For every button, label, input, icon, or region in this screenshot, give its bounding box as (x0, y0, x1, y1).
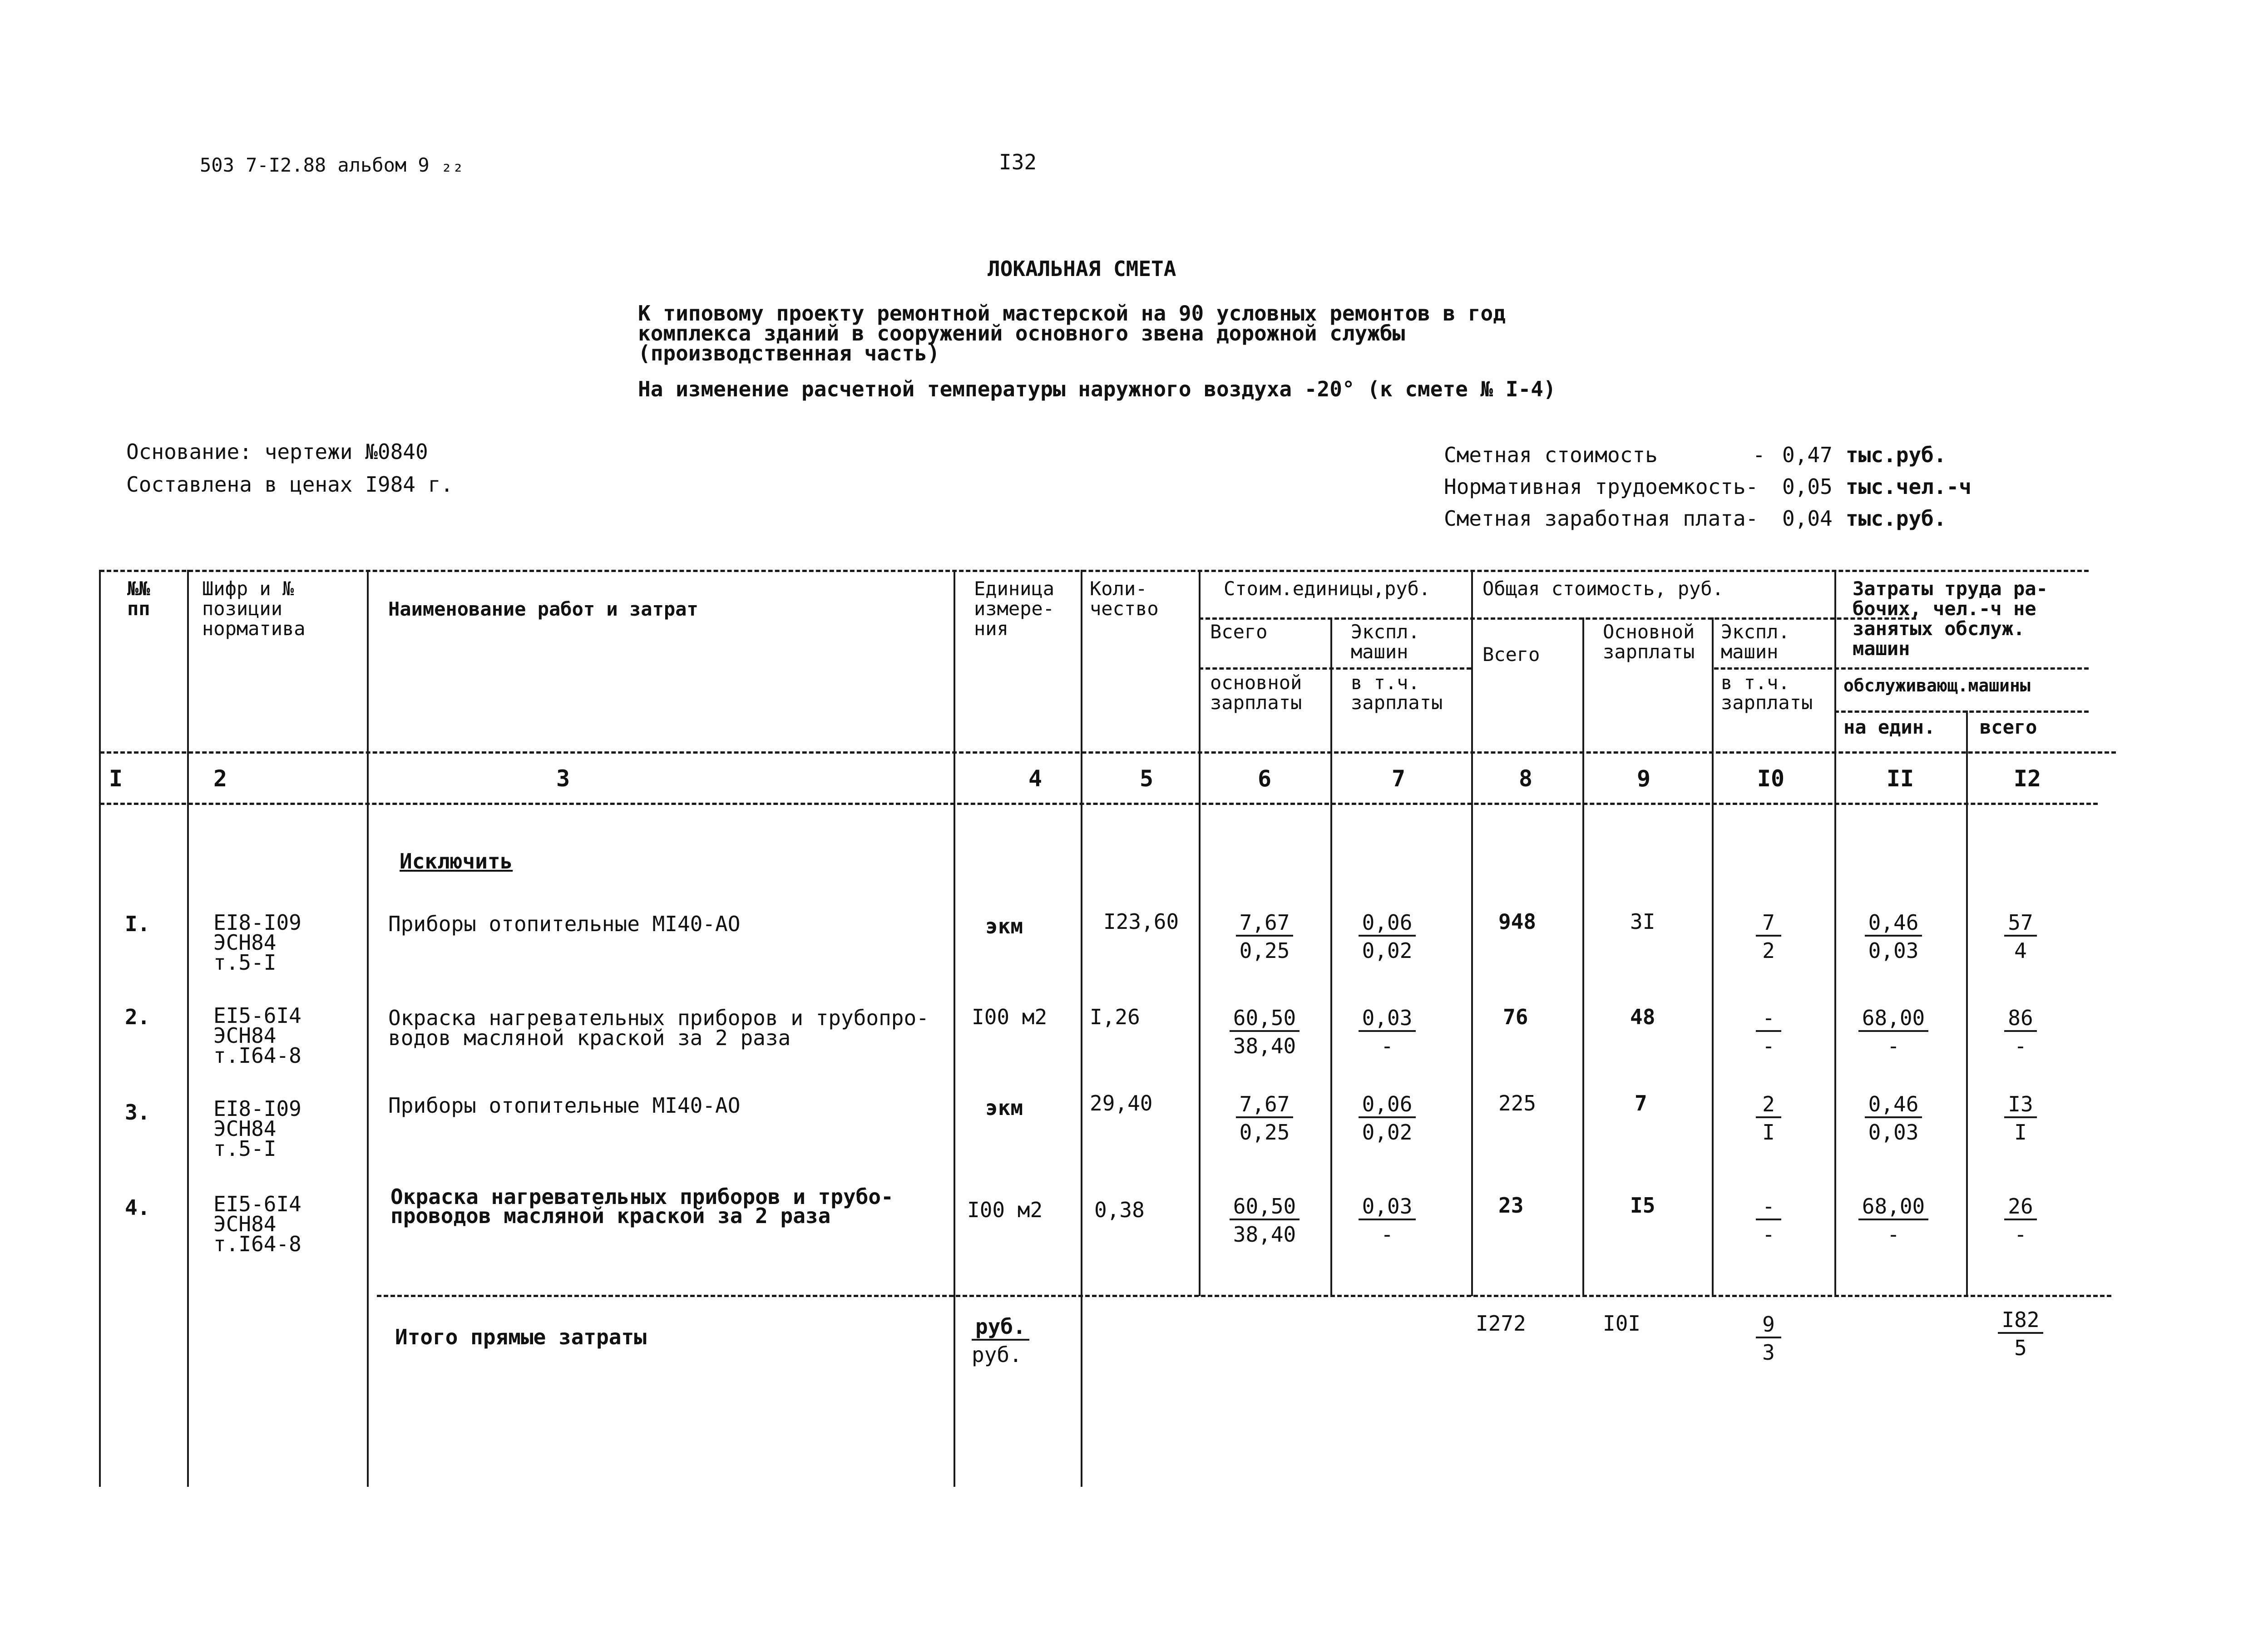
column-rule (99, 570, 101, 1487)
summary-unit: тыс.чел.-ч (1846, 474, 1972, 499)
column-rule (1471, 570, 1473, 1296)
row-quantity: I,26 (1090, 1005, 1140, 1029)
machine-cost: 0,03 (1359, 1006, 1416, 1032)
column-rule (367, 570, 369, 1487)
basis-prices: Составлена в ценах I984 г. (126, 472, 454, 497)
machine-wages: - (1381, 1034, 1393, 1058)
unit-cost-wages: 0,25 (1239, 1120, 1290, 1145)
row-total-machines (1725, 910, 1812, 963)
change-description: На изменение расчетной температуры наружного воздуха -20° (к смете № I-4) (638, 377, 1556, 401)
row-total: 225 (1498, 1091, 1537, 1115)
labor-per-unit-machines: - (1887, 1222, 1900, 1247)
labor-per-unit: 0,46 (1865, 910, 1922, 937)
row-code: EI8-I09 ЭСН84 т.5-I (213, 1096, 301, 1161)
total-labor-machines-value: 5 (2014, 1336, 2027, 1360)
header-row-no: №№ пп (127, 577, 150, 620)
row-name: Приборы отопительные МI40-АО (388, 1093, 741, 1118)
row-labor-total (1980, 910, 2061, 963)
row-machine-cost (1344, 1092, 1430, 1145)
basis-drawings: Основание: чертежи №0840 (126, 439, 428, 464)
column-number: 5 (1139, 765, 1154, 792)
row-total-machines (1725, 1006, 1812, 1058)
row-total: 948 (1498, 909, 1537, 934)
row-labor-per-unit (1848, 1092, 1939, 1145)
unit-cost-total: 7,67 (1236, 910, 1294, 937)
unit-cost-wages: 38,40 (1233, 1222, 1296, 1247)
row-number: 4. (125, 1195, 150, 1220)
header-unit: Единица измере- ния (974, 577, 1055, 640)
header-total-machine-wages: в т.ч. зарплаты (1721, 671, 1813, 714)
total-machines: - (1756, 1194, 1781, 1220)
total-machine-wages: - (1762, 1034, 1775, 1058)
column-number: 4 (1028, 765, 1043, 792)
total-machine-wages: - (1762, 1222, 1775, 1247)
column-rule (1582, 617, 1584, 1296)
subheader-rule (1714, 667, 1832, 670)
column-rule (1330, 617, 1332, 1296)
row-quantity: I23,60 (1103, 909, 1179, 934)
column-number: II (1886, 765, 1914, 792)
header-name: Наименование работ и затрат (388, 598, 698, 620)
row-code: EI8-I09 ЭСН84 т.5-I (213, 910, 301, 975)
column-number: 6 (1257, 765, 1272, 792)
document-code: 503 7-I2.88 альбом 9 ₂₂ (200, 154, 464, 176)
labor-total-machines: - (2014, 1222, 2027, 1247)
labor-total: I3 (2004, 1092, 2036, 1118)
page-number: I32 (999, 150, 1037, 174)
labor-total-machines: I (2014, 1120, 2027, 1145)
row-total-wages: I5 (1630, 1193, 1655, 1218)
row-total: 23 (1498, 1193, 1524, 1218)
row-code: EI5-6I4 ЭСН84 т.I64-8 (213, 1192, 301, 1256)
header-quantity: Коли- чество (1090, 577, 1159, 620)
labor-total-machines: 4 (2014, 938, 2027, 963)
document-title: ЛОКАЛЬНАЯ СМЕТА (988, 257, 1176, 281)
summary-unit: тыс.руб. (1846, 506, 1947, 531)
header-labor-total: всего (1980, 716, 2037, 738)
total-machine-wages: 2 (1762, 938, 1775, 963)
labor-per-unit: 68,00 (1858, 1006, 1928, 1032)
machine-cost: 0,06 (1359, 910, 1416, 937)
summary-label: Нормативная трудоемкость- (1444, 474, 1759, 499)
total-separator-rule (377, 1295, 2111, 1297)
row-labor-per-unit (1848, 1006, 1939, 1058)
machine-wages: 0,02 (1362, 1120, 1413, 1145)
row-labor-total (1980, 1006, 2061, 1058)
subheader-rule (1199, 617, 1916, 620)
column-rule (954, 570, 955, 1487)
labor-per-unit-machines: 0,03 (1868, 1120, 1919, 1145)
labor-per-unit-machines: - (1887, 1034, 1900, 1058)
subheader-rule (1834, 710, 2089, 713)
row-unit: I00 м2 (972, 1005, 1048, 1029)
summary-label: Сметная стоимость (1444, 443, 1658, 467)
machine-wages: - (1381, 1222, 1393, 1247)
total-label: Итого прямые затраты (395, 1325, 647, 1349)
header-total-wages: Основной зарплаты (1603, 621, 1695, 663)
row-unit: I00 м2 (967, 1198, 1043, 1222)
column-number: 3 (556, 765, 570, 792)
total-wages: I0I (1603, 1311, 1641, 1336)
column-number: 8 (1518, 765, 1533, 792)
subheader-rule (1199, 667, 1471, 670)
labor-per-unit-machines: 0,03 (1868, 938, 1919, 963)
row-name: Приборы отопительные МI40-АО (388, 912, 741, 936)
unit-cost-total: 7,67 (1236, 1092, 1294, 1118)
machine-cost: 0,03 (1359, 1194, 1416, 1220)
column-number-rule (100, 803, 2098, 805)
total-unit-bottom: руб. (972, 1342, 1022, 1367)
column-number: I (109, 765, 123, 792)
header-total-machines: Экспл. машин (1721, 621, 1790, 663)
row-unit-cost (1217, 1194, 1312, 1247)
header-labor-sub: обслуживающ.машины (1843, 676, 2031, 696)
row-number: 2. (125, 1005, 150, 1029)
total-machine-wages-value: 3 (1762, 1340, 1775, 1365)
row-number: 3. (125, 1100, 150, 1125)
labor-total: 57 (2004, 910, 2036, 937)
header-unit-machines: Экспл. машин (1351, 621, 1420, 663)
header-unit-wages: основной зарплаты (1210, 671, 1302, 714)
row-quantity: 29,40 (1090, 1091, 1153, 1115)
header-total: Всего (1482, 643, 1540, 666)
row-labor-total (1980, 1092, 2061, 1145)
total-machines-value: 9 (1756, 1312, 1781, 1338)
column-rule (1966, 710, 1968, 1296)
section-label: Исключить (400, 849, 513, 873)
row-number: I. (125, 912, 150, 936)
row-total: 76 (1503, 1005, 1528, 1029)
row-name: Окраска нагревательных приборов и трубо- проводов масляной краской за 2 раза (390, 1184, 894, 1228)
row-unit-cost (1217, 910, 1312, 963)
column-number: 7 (1391, 765, 1406, 792)
summary-dash: - (1753, 443, 1765, 467)
machine-wages: 0,02 (1362, 938, 1413, 963)
total-machines (1725, 1312, 1812, 1365)
column-rule (1712, 617, 1714, 1296)
labor-total: 86 (2004, 1006, 2036, 1032)
row-unit-cost (1217, 1006, 1312, 1058)
column-rule (187, 570, 189, 1487)
row-total-wages: 7 (1635, 1091, 1647, 1115)
header-labor-group: Затраты труда ра- бочих, чел.-ч не занятых обслуж. машин (1853, 577, 2048, 660)
summary-value: 0,47 (1782, 443, 1833, 467)
table-top-rule (100, 570, 2089, 572)
labor-total: 26 (2004, 1194, 2036, 1220)
total-machines: 2 (1756, 1092, 1781, 1118)
row-labor-per-unit (1848, 910, 1939, 963)
unit-cost-wages: 0,25 (1239, 938, 1290, 963)
row-machine-cost (1344, 1006, 1430, 1058)
row-unit: экм (985, 914, 1023, 938)
row-quantity: 0,38 (1094, 1198, 1145, 1222)
row-machine-cost (1344, 1194, 1430, 1247)
column-rule (1081, 570, 1082, 1487)
row-total-machines (1725, 1194, 1812, 1247)
row-unit-cost (1217, 1092, 1312, 1145)
row-unit: экм (985, 1095, 1023, 1120)
total-machine-wages: I (1762, 1120, 1775, 1145)
row-total-machines (1725, 1092, 1812, 1145)
header-unit-cost-group: Стоим.единицы,руб. (1224, 577, 1431, 600)
labor-per-unit: 68,00 (1858, 1194, 1928, 1220)
header-unit-total: Всего (1210, 621, 1268, 643)
row-labor-total (1980, 1194, 2061, 1247)
row-total-wages: 48 (1630, 1005, 1655, 1029)
row-code: EI5-6I4 ЭСН84 т.I64-8 (213, 1003, 301, 1068)
total-machines: - (1756, 1006, 1781, 1032)
row-labor-per-unit (1848, 1194, 1939, 1247)
summary-value: 0,04 (1782, 506, 1833, 531)
total-machines: 7 (1756, 910, 1781, 937)
machine-cost: 0,06 (1359, 1092, 1416, 1118)
row-total-wages: 3I (1630, 909, 1655, 934)
header-code: Шифр и № позиции норматива (202, 577, 306, 640)
header-bottom-rule (100, 751, 2116, 754)
summary-value: 0,05 (1782, 474, 1833, 499)
header-unit-machine-wages: в т.ч. зарплаты (1351, 671, 1443, 714)
unit-cost-wages: 38,40 (1233, 1034, 1296, 1058)
column-number: 2 (213, 765, 227, 792)
unit-cost-total: 60,50 (1230, 1006, 1300, 1032)
document-subtitle: К типовому проекту ремонтной мастерской на 90 условных ремонтов в год комплекса зданий в сооружений основного звена дорожной службы (производственная часть) (638, 301, 1506, 365)
labor-total-machines: - (2014, 1034, 2027, 1058)
column-number: I0 (1757, 765, 1785, 792)
header-total-cost-group: Общая стоимость, руб. (1482, 577, 1724, 600)
column-number: I2 (2013, 765, 2041, 792)
row-name: Окраска нагревательных приборов и трубопро- водов масляной краской за 2 раза (388, 1006, 929, 1050)
total-unit (972, 1314, 1044, 1367)
header-labor-per-unit: на един. (1843, 716, 1936, 738)
column-rule (1199, 570, 1201, 1296)
summary-unit: тыс.руб. (1846, 443, 1947, 467)
unit-cost-total: 60,50 (1230, 1194, 1300, 1220)
total-labor (1980, 1307, 2061, 1360)
total-sum: I272 (1476, 1311, 1526, 1336)
column-number: 9 (1636, 765, 1651, 792)
row-machine-cost (1344, 910, 1430, 963)
labor-per-unit: 0,46 (1865, 1092, 1922, 1118)
total-labor-value: I82 (1998, 1307, 2043, 1334)
total-unit-top: руб. (972, 1314, 1029, 1341)
subheader-rule (1834, 667, 2089, 670)
summary-label: Сметная заработная плата- (1444, 506, 1759, 531)
column-rule (1834, 570, 1836, 1296)
